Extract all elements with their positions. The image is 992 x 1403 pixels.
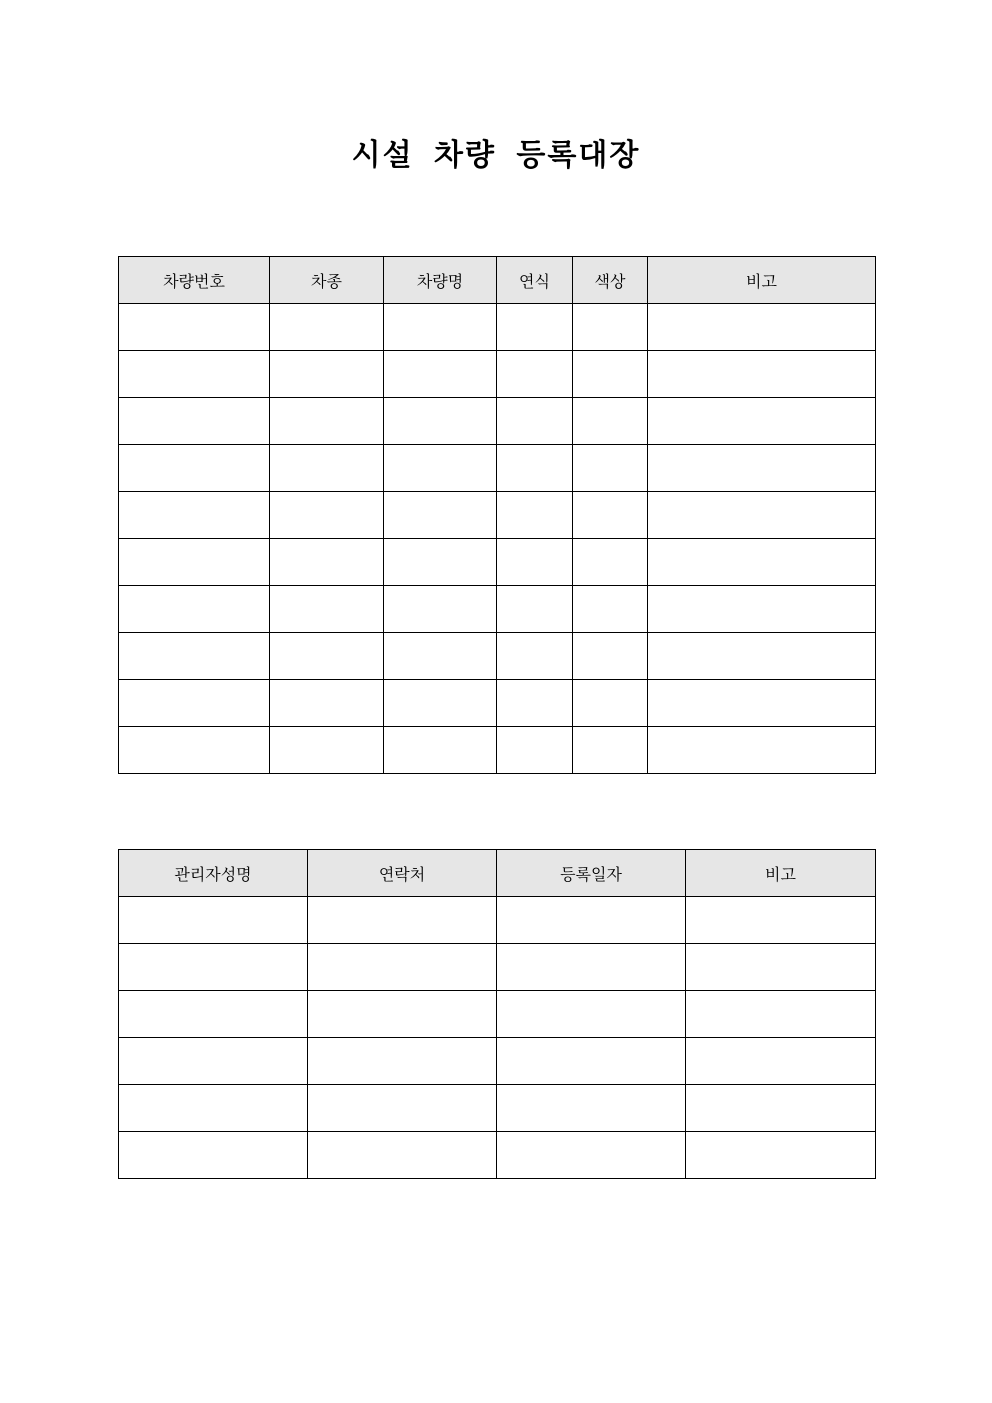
contact-cell[interactable] xyxy=(308,944,497,991)
header-remarks: 비고 xyxy=(648,257,876,304)
contact-cell[interactable] xyxy=(308,1085,497,1132)
remarks-cell[interactable] xyxy=(686,897,876,944)
remarks-cell[interactable] xyxy=(648,633,876,680)
model-year-cell[interactable] xyxy=(497,539,573,586)
vehicle-type-cell[interactable] xyxy=(270,680,384,727)
vehicle-number-cell[interactable] xyxy=(119,445,270,492)
header-remarks: 비고 xyxy=(686,850,876,897)
remarks-cell[interactable] xyxy=(648,586,876,633)
table-row xyxy=(119,586,876,633)
table-row xyxy=(119,897,876,944)
table-row xyxy=(119,1085,876,1132)
registration-date-cell[interactable] xyxy=(497,1085,686,1132)
header-vehicle-name: 차량명 xyxy=(384,257,497,304)
manager-name-cell[interactable] xyxy=(119,1132,308,1179)
vehicle-name-cell[interactable] xyxy=(384,304,497,351)
vehicle-type-cell[interactable] xyxy=(270,492,384,539)
vehicle-number-cell[interactable] xyxy=(119,539,270,586)
model-year-cell[interactable] xyxy=(497,445,573,492)
vehicle-type-cell[interactable] xyxy=(270,586,384,633)
color-cell[interactable] xyxy=(573,492,648,539)
vehicle-type-cell[interactable] xyxy=(270,727,384,774)
vehicle-name-cell[interactable] xyxy=(384,492,497,539)
registration-date-cell[interactable] xyxy=(497,1038,686,1085)
contact-cell[interactable] xyxy=(308,1038,497,1085)
vehicle-name-cell[interactable] xyxy=(384,398,497,445)
vehicle-name-cell[interactable] xyxy=(384,586,497,633)
vehicle-name-cell[interactable] xyxy=(384,445,497,492)
remarks-cell[interactable] xyxy=(648,445,876,492)
table-row xyxy=(119,680,876,727)
table-row xyxy=(119,398,876,445)
table-row xyxy=(119,539,876,586)
vehicle-type-cell[interactable] xyxy=(270,539,384,586)
vehicle-name-cell[interactable] xyxy=(384,539,497,586)
vehicle-name-cell[interactable] xyxy=(384,633,497,680)
manager-name-cell[interactable] xyxy=(119,1085,308,1132)
color-cell[interactable] xyxy=(573,727,648,774)
color-cell[interactable] xyxy=(573,445,648,492)
remarks-cell[interactable] xyxy=(648,351,876,398)
table-row xyxy=(119,304,876,351)
vehicle-number-cell[interactable] xyxy=(119,304,270,351)
header-color: 색상 xyxy=(573,257,648,304)
remarks-cell[interactable] xyxy=(686,1038,876,1085)
header-vehicle-type: 차종 xyxy=(270,257,384,304)
model-year-cell[interactable] xyxy=(497,586,573,633)
remarks-cell[interactable] xyxy=(686,944,876,991)
manager-name-cell[interactable] xyxy=(119,944,308,991)
table-header-row xyxy=(119,850,876,897)
model-year-cell[interactable] xyxy=(497,304,573,351)
remarks-cell[interactable] xyxy=(648,727,876,774)
header-manager-name: 관리자성명 xyxy=(119,850,308,897)
color-cell[interactable] xyxy=(573,304,648,351)
vehicle-name-cell[interactable] xyxy=(384,680,497,727)
vehicle-type-cell[interactable] xyxy=(270,398,384,445)
remarks-cell[interactable] xyxy=(686,1085,876,1132)
remarks-cell[interactable] xyxy=(648,304,876,351)
table-row xyxy=(119,445,876,492)
contact-cell[interactable] xyxy=(308,897,497,944)
model-year-cell[interactable] xyxy=(497,398,573,445)
table-row xyxy=(119,351,876,398)
color-cell[interactable] xyxy=(573,539,648,586)
manager-registry-table xyxy=(118,849,876,1179)
vehicle-number-cell[interactable] xyxy=(119,727,270,774)
table-row xyxy=(119,991,876,1038)
registration-date-cell[interactable] xyxy=(497,991,686,1038)
manager-name-cell[interactable] xyxy=(119,1038,308,1085)
vehicle-type-cell[interactable] xyxy=(270,633,384,680)
model-year-cell[interactable] xyxy=(497,351,573,398)
table-row xyxy=(119,1038,876,1085)
registration-date-cell[interactable] xyxy=(497,897,686,944)
table-row xyxy=(119,727,876,774)
color-cell[interactable] xyxy=(573,351,648,398)
manager-name-cell[interactable] xyxy=(119,991,308,1038)
model-year-cell[interactable] xyxy=(497,492,573,539)
vehicle-type-cell[interactable] xyxy=(270,351,384,398)
vehicle-type-cell[interactable] xyxy=(270,304,384,351)
header-registration-date: 등록일자 xyxy=(497,850,686,897)
remarks-cell[interactable] xyxy=(648,492,876,539)
model-year-cell[interactable] xyxy=(497,633,573,680)
color-cell[interactable] xyxy=(573,680,648,727)
model-year-cell[interactable] xyxy=(497,680,573,727)
vehicle-number-cell[interactable] xyxy=(119,351,270,398)
color-cell[interactable] xyxy=(573,586,648,633)
table-row xyxy=(119,492,876,539)
table-row xyxy=(119,633,876,680)
vehicle-type-cell[interactable] xyxy=(270,445,384,492)
color-cell[interactable] xyxy=(573,398,648,445)
model-year-cell[interactable] xyxy=(497,727,573,774)
header-model-year: 연식 xyxy=(497,257,573,304)
table-header-row xyxy=(119,257,876,304)
vehicle-number-cell[interactable] xyxy=(119,680,270,727)
contact-cell[interactable] xyxy=(308,991,497,1038)
table-row xyxy=(119,944,876,991)
remarks-cell[interactable] xyxy=(686,1132,876,1179)
color-cell[interactable] xyxy=(573,633,648,680)
vehicle-number-cell[interactable] xyxy=(119,398,270,445)
page-title: 시설 차량 등록대장 xyxy=(351,138,641,173)
manager-name-cell[interactable] xyxy=(119,897,308,944)
header-contact: 연락처 xyxy=(308,850,497,897)
remarks-cell[interactable] xyxy=(648,680,876,727)
vehicle-number-cell[interactable] xyxy=(119,492,270,539)
vehicle-name-cell[interactable] xyxy=(384,727,497,774)
vehicle-number-cell[interactable] xyxy=(119,633,270,680)
vehicle-name-cell[interactable] xyxy=(384,351,497,398)
header-vehicle-number: 차량번호 xyxy=(119,257,270,304)
remarks-cell[interactable] xyxy=(686,991,876,1038)
remarks-cell[interactable] xyxy=(648,398,876,445)
vehicle-registry-table xyxy=(118,256,876,774)
vehicle-number-cell[interactable] xyxy=(119,586,270,633)
remarks-cell[interactable] xyxy=(648,539,876,586)
registration-date-cell[interactable] xyxy=(497,1132,686,1179)
contact-cell[interactable] xyxy=(308,1132,497,1179)
table-row xyxy=(119,1132,876,1179)
registration-date-cell[interactable] xyxy=(497,944,686,991)
